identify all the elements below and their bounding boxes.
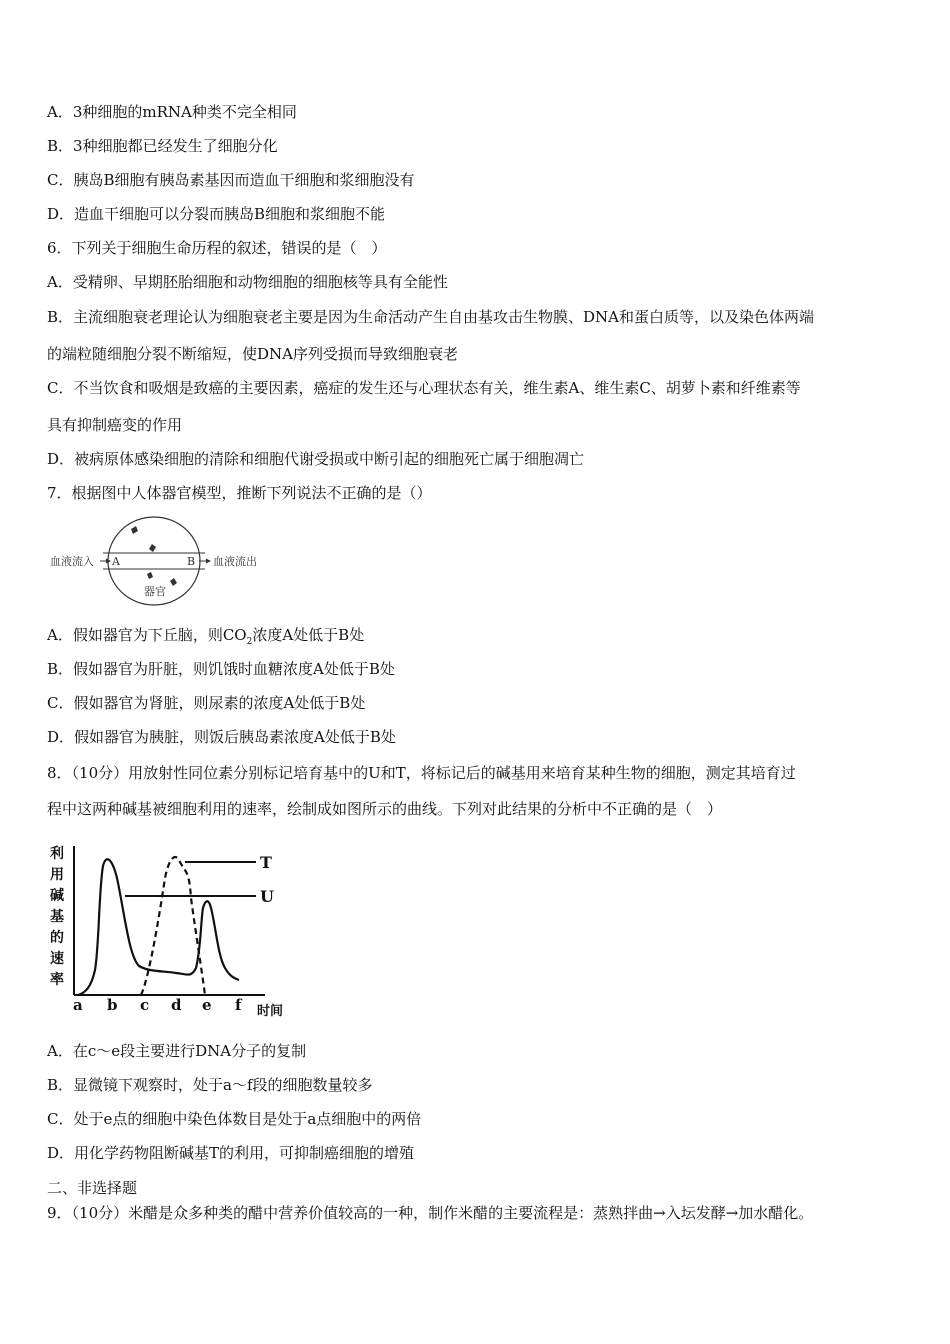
x-tick-label: c	[140, 996, 150, 1014]
y-label-char: 碱	[50, 888, 64, 904]
q8-option-a: A．在c～e段主要进行DNA分子的复制	[47, 1042, 307, 1060]
q7-option-a	[47, 625, 364, 652]
q7-option-a-subscript: 2	[246, 637, 253, 647]
exchange-arrow-icon	[170, 578, 177, 586]
inflow-label: 血液流入	[50, 555, 94, 568]
x-tick-label: f	[235, 996, 242, 1014]
x-tick-label: e	[202, 996, 212, 1014]
q6-stem: 6．下列关于细胞生命历程的叙述，错误的是（ ）	[47, 239, 387, 257]
q7-option-a-text-end: 浓度A处低于B处	[252, 626, 365, 644]
exchange-arrow-icon	[131, 526, 138, 534]
q6-option-d: D．被病原体感染细胞的清除和细胞代谢受损或中断引起的细胞死亡属于细胞凋亡	[47, 450, 585, 468]
exchange-arrow-icon	[147, 572, 153, 579]
q7-option-a-text: A．假如器官为下丘脑，则CO	[47, 626, 247, 644]
q5-option-b: B．3种细胞都已经发生了细胞分化	[47, 137, 278, 155]
x-tick-label: b	[107, 996, 118, 1014]
y-label-char: 利	[50, 846, 64, 862]
q6-option-a: A．受精卵、早期胚胎细胞和动物细胞的细胞核等具有全能性	[47, 273, 448, 291]
u-series-label: U	[260, 887, 274, 906]
q8-option-d: D．用化学药物阻断碱基T的利用，可抑制癌细胞的增殖	[47, 1144, 415, 1162]
q6-option-b-line1: B．主流细胞衰老理论认为细胞衰老主要是因为生命活动产生自由基攻击生物膜、DNA和蛋白质等，以及染色体两端	[47, 308, 815, 326]
x-axis-label: 时间	[257, 1004, 284, 1019]
q8-option-c: C．处于e点的细胞中染色体数目是处于a点细胞中的两倍	[47, 1110, 422, 1128]
organ-label: 器官	[144, 585, 166, 598]
q7-option-d: D．假如器官为胰脏，则饭后胰岛素浓度A处低于B处	[47, 728, 396, 746]
point-a-label: A	[112, 555, 120, 568]
q5-option-d: D．造血干细胞可以分裂而胰岛B细胞和浆细胞不能	[47, 205, 386, 223]
q6-option-c-line2: 具有抑制癌变的作用	[47, 416, 183, 434]
q6-option-b-line2: 的端粒随细胞分裂不断缩短，使DNA序列受损而导致细胞衰老	[47, 345, 458, 363]
q5-option-c: C．胰岛B细胞有胰岛素基因而造血干细胞和浆细胞没有	[47, 171, 415, 189]
q7-option-b: B．假如器官为肝脏，则饥饿时血糖浓度A处低于B处	[47, 660, 395, 678]
y-label-char: 的	[50, 930, 64, 946]
q7-option-c: C．假如器官为肾脏，则尿素的浓度A处低于B处	[47, 694, 366, 712]
y-label-char: 率	[50, 972, 64, 988]
q5-option-a: A．3种细胞的mRNA种类不完全相同	[47, 103, 297, 121]
q8-stem-line2: 程中这两种碱基被细胞利用的速率，绘制成如图所示的曲线。下列对此结果的分析中不正确的是（ ）	[47, 800, 723, 818]
y-label-char: 基	[50, 909, 64, 925]
t-series-label: T	[260, 853, 272, 872]
outflow-label: 血液流出	[213, 555, 257, 568]
x-tick-label: a	[73, 996, 83, 1014]
q9-stem: 9．（10分）米醋是众多种类的醋中营养价值较高的一种，制作米醋的主要流程是：蒸熟拌曲→入坛发酵→加水醋化。	[47, 1204, 814, 1222]
u-curve	[78, 859, 239, 995]
t-curve	[141, 857, 205, 995]
outflow-arrowhead	[206, 559, 211, 564]
point-b-label: B	[187, 555, 196, 568]
y-label-char: 速	[50, 951, 64, 967]
q6-option-c-line1: C．不当饮食和吸烟是致癌的主要因素，癌症的发生还与心理状态有关，维生素A、维生素C、胡萝卜素和纤维素等	[47, 379, 801, 397]
x-tick-label: d	[171, 996, 182, 1014]
base-utilization-chart	[45, 838, 305, 1023]
exchange-arrow-icon	[149, 544, 156, 552]
y-label-char: 用	[50, 867, 64, 883]
section-heading: 二、非选择题	[47, 1179, 138, 1197]
q7-stem: 7．根据图中人体器官模型，推断下列说法不正确的是（）	[47, 484, 432, 502]
organ-model-figure	[45, 512, 270, 608]
q8-option-b: B．显微镜下观察时，处于a～f段的细胞数量较多	[47, 1076, 373, 1094]
q8-stem-line1: 8．（10分）用放射性同位素分别标记培育基中的U和T，将标记后的碱基用来培育某种生物的细胞，测定其培育过	[47, 764, 796, 782]
